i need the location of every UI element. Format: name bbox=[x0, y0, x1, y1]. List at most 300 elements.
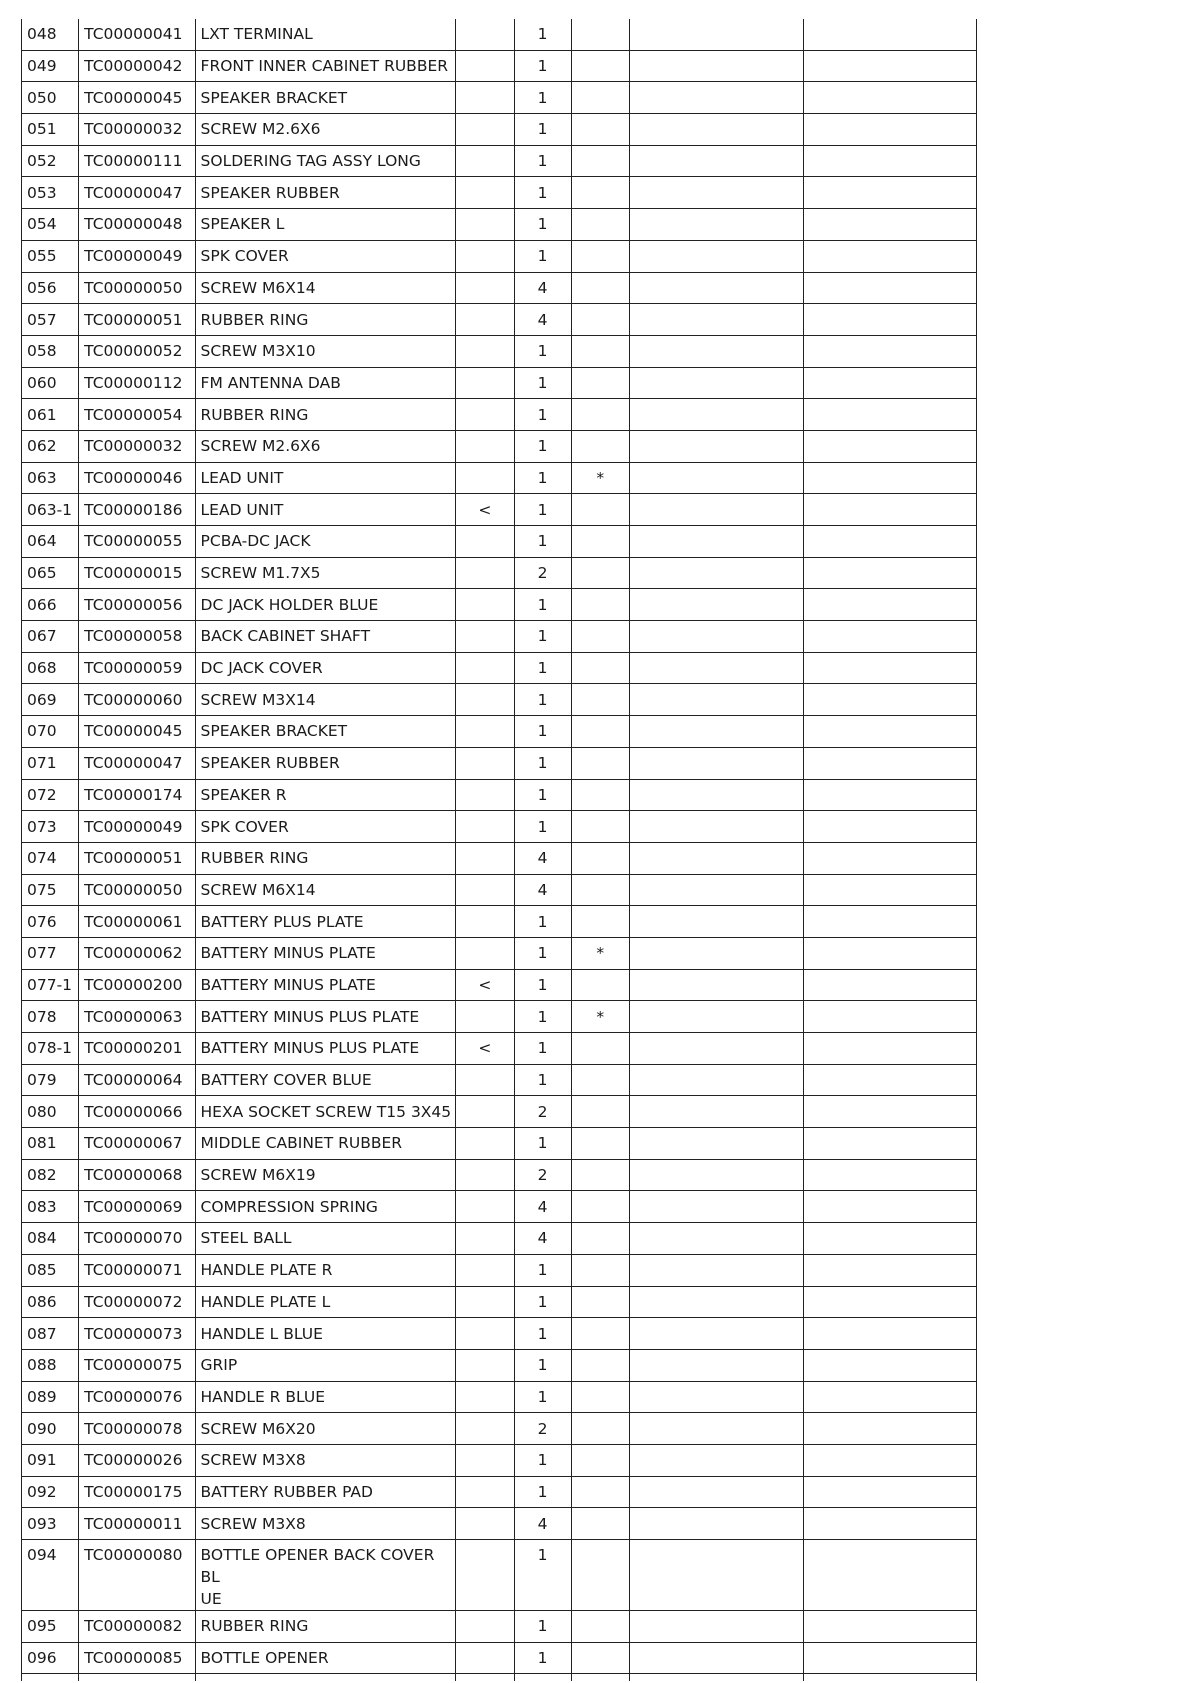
part-code-cell: TC00000112 bbox=[79, 367, 195, 399]
quantity-cell: 1 bbox=[514, 779, 571, 811]
table-row bbox=[22, 494, 977, 526]
item-number-cell: 077 bbox=[22, 937, 79, 969]
change-mark-cell bbox=[456, 1642, 514, 1674]
part-code-cell: TC00000082 bbox=[79, 1611, 195, 1643]
change-mark-cell bbox=[456, 1223, 514, 1255]
item-number-cell: 083 bbox=[22, 1191, 79, 1223]
table-row bbox=[22, 1191, 977, 1223]
quantity-cell: 1 bbox=[514, 1381, 571, 1413]
part-name-cell: SPEAKER RUBBER bbox=[195, 177, 456, 209]
part-code-cell: TC00000049 bbox=[79, 811, 195, 843]
part-name-cell: FRONT INNER CABINET RUBBER bbox=[195, 50, 456, 82]
part-name-cell: SPEAKER R bbox=[195, 779, 456, 811]
empty-cell bbox=[629, 209, 804, 241]
table-row bbox=[22, 114, 977, 146]
part-name-cell: SCREW M6X20 bbox=[195, 1413, 456, 1445]
note-mark-cell bbox=[571, 399, 629, 431]
empty-cell bbox=[629, 50, 804, 82]
part-name-cell: SCREW M6X14 bbox=[195, 272, 456, 304]
note-mark-cell: * bbox=[571, 1001, 629, 1033]
change-mark-cell bbox=[456, 1191, 514, 1223]
quantity-cell: 1 bbox=[514, 462, 571, 494]
note-mark-cell bbox=[571, 716, 629, 748]
part-code-cell: TC00000058 bbox=[79, 621, 195, 653]
part-name-cell: SPEAKER BRACKET bbox=[195, 82, 456, 114]
empty-cell bbox=[804, 1064, 977, 1096]
part-name-cell: SPEAKER BRACKET bbox=[195, 716, 456, 748]
empty-cell bbox=[629, 747, 804, 779]
quantity-cell: 1 bbox=[514, 1033, 571, 1065]
change-mark-cell bbox=[456, 811, 514, 843]
table-row bbox=[22, 1001, 977, 1033]
part-code-cell: TC00000075 bbox=[79, 1349, 195, 1381]
table-row bbox=[22, 399, 977, 431]
item-number-cell: 070 bbox=[22, 716, 79, 748]
part-name-cell: RUBBER RING bbox=[195, 399, 456, 431]
table-row bbox=[22, 50, 977, 82]
part-name-cell: SPEAKER RUBBER bbox=[195, 747, 456, 779]
part-code-cell: TC00000047 bbox=[79, 747, 195, 779]
note-mark-cell bbox=[571, 621, 629, 653]
empty-cell bbox=[629, 367, 804, 399]
note-mark-cell bbox=[571, 1508, 629, 1540]
empty-cell bbox=[804, 874, 977, 906]
table-row bbox=[22, 209, 977, 241]
empty-cell bbox=[804, 906, 977, 938]
empty-cell bbox=[629, 1476, 804, 1508]
change-mark-cell bbox=[456, 652, 514, 684]
change-mark-cell bbox=[456, 779, 514, 811]
note-mark-cell bbox=[571, 335, 629, 367]
empty-cell bbox=[804, 209, 977, 241]
table-row bbox=[22, 1476, 977, 1508]
empty-cell bbox=[804, 462, 977, 494]
item-number-cell: 094 bbox=[22, 1540, 79, 1611]
part-name-cell: BATTERY MINUS PLATE bbox=[195, 937, 456, 969]
note-mark-cell bbox=[571, 906, 629, 938]
empty-cell bbox=[804, 1611, 977, 1643]
change-mark-cell bbox=[456, 272, 514, 304]
quantity-cell: 1 bbox=[514, 1286, 571, 1318]
change-mark-cell bbox=[456, 1540, 514, 1611]
change-mark-cell bbox=[456, 1128, 514, 1160]
part-name-cell: COMPRESSION SPRING bbox=[195, 1191, 456, 1223]
item-number-cell: 058 bbox=[22, 335, 79, 367]
empty-cell bbox=[804, 811, 977, 843]
note-mark-cell bbox=[571, 1064, 629, 1096]
item-number-cell: 078 bbox=[22, 1001, 79, 1033]
part-name-cell: SPEAKER L bbox=[195, 209, 456, 241]
quantity-cell: 1 bbox=[514, 1128, 571, 1160]
item-number-cell: 076 bbox=[22, 906, 79, 938]
item-number-cell: 068 bbox=[22, 652, 79, 684]
item-number-cell: 093 bbox=[22, 1508, 79, 1540]
note-mark-cell bbox=[571, 1159, 629, 1191]
empty-cell bbox=[629, 494, 804, 526]
table-row bbox=[22, 1444, 977, 1476]
part-code-cell: TC00000066 bbox=[79, 1096, 195, 1128]
item-number-cell: 056 bbox=[22, 272, 79, 304]
empty-cell bbox=[804, 1349, 977, 1381]
empty-cell bbox=[804, 1254, 977, 1286]
table-row bbox=[22, 874, 977, 906]
item-number-cell: 064 bbox=[22, 526, 79, 558]
quantity-cell: 1 bbox=[514, 177, 571, 209]
item-number-cell: 052 bbox=[22, 145, 79, 177]
part-code-cell: TC00000174 bbox=[79, 779, 195, 811]
part-name-cell: BOTTLE OPENER BACK COVER BL UE bbox=[195, 1540, 456, 1611]
empty-cell bbox=[804, 842, 977, 874]
note-mark-cell bbox=[571, 1476, 629, 1508]
note-mark-cell bbox=[571, 779, 629, 811]
note-mark-cell bbox=[571, 145, 629, 177]
empty-cell bbox=[804, 1674, 977, 1682]
empty-cell bbox=[629, 1444, 804, 1476]
part-code-cell: TC00000046 bbox=[79, 462, 195, 494]
change-mark-cell: < bbox=[456, 969, 514, 1001]
item-number-cell: 075 bbox=[22, 874, 79, 906]
part-code-cell: TC00000050 bbox=[79, 874, 195, 906]
part-code-cell: TC00000078 bbox=[79, 1413, 195, 1445]
table-row bbox=[22, 779, 977, 811]
change-mark-cell bbox=[456, 906, 514, 938]
note-mark-cell: * bbox=[571, 937, 629, 969]
quantity-cell: 1 bbox=[514, 367, 571, 399]
note-mark-cell bbox=[571, 1286, 629, 1318]
part-code-cell: TC00000032 bbox=[79, 430, 195, 462]
table-row bbox=[22, 177, 977, 209]
table-row bbox=[22, 747, 977, 779]
table-row bbox=[22, 811, 977, 843]
empty-cell bbox=[804, 937, 977, 969]
empty-cell bbox=[629, 1064, 804, 1096]
part-code-cell: TC00000175 bbox=[79, 1476, 195, 1508]
change-mark-cell bbox=[456, 19, 514, 50]
empty-cell bbox=[804, 779, 977, 811]
part-code-cell: TC00000080 bbox=[79, 1540, 195, 1611]
empty-cell bbox=[629, 430, 804, 462]
empty-cell bbox=[629, 652, 804, 684]
part-code-cell: TC00000042 bbox=[79, 50, 195, 82]
part-name-cell: PCBA-DC JACK bbox=[195, 526, 456, 558]
note-mark-cell: * bbox=[571, 462, 629, 494]
part-name-cell: RUBBER RING bbox=[195, 1611, 456, 1643]
quantity-cell: 1 bbox=[514, 114, 571, 146]
part-name-cell: BATTERY PLUS PLATE bbox=[195, 906, 456, 938]
empty-cell bbox=[804, 1033, 977, 1065]
empty-cell bbox=[629, 304, 804, 336]
part-code-cell: TC00000050 bbox=[79, 272, 195, 304]
empty-cell bbox=[629, 1254, 804, 1286]
change-mark-cell bbox=[456, 177, 514, 209]
quantity-cell: 4 bbox=[514, 874, 571, 906]
empty-cell bbox=[804, 19, 977, 50]
note-mark-cell bbox=[571, 684, 629, 716]
item-number-cell: 055 bbox=[22, 240, 79, 272]
table-row bbox=[22, 621, 977, 653]
change-mark-cell bbox=[456, 1349, 514, 1381]
note-mark-cell bbox=[571, 557, 629, 589]
part-name-cell: SCREW M3X8 bbox=[195, 1508, 456, 1540]
part-code-cell: TC00000061 bbox=[79, 906, 195, 938]
empty-cell bbox=[629, 874, 804, 906]
empty-cell bbox=[804, 557, 977, 589]
change-mark-cell bbox=[456, 1444, 514, 1476]
empty-cell bbox=[804, 304, 977, 336]
empty-cell bbox=[629, 177, 804, 209]
empty-cell bbox=[629, 272, 804, 304]
part-name-cell: DC JACK HOLDER BLUE bbox=[195, 589, 456, 621]
part-code-cell: TC00000071 bbox=[79, 1254, 195, 1286]
part-name-cell: SCREW M6X14 bbox=[195, 874, 456, 906]
table-row bbox=[22, 906, 977, 938]
item-number-cell: 061 bbox=[22, 399, 79, 431]
empty-cell bbox=[804, 1540, 977, 1611]
change-mark-cell bbox=[456, 621, 514, 653]
item-number-cell: 082 bbox=[22, 1159, 79, 1191]
change-mark-cell bbox=[456, 367, 514, 399]
quantity-cell: 1 bbox=[514, 716, 571, 748]
quantity-cell: 1 bbox=[514, 145, 571, 177]
empty-cell bbox=[804, 1318, 977, 1350]
table-row bbox=[22, 1318, 977, 1350]
item-number-cell: 091 bbox=[22, 1444, 79, 1476]
change-mark-cell bbox=[456, 399, 514, 431]
change-mark-cell bbox=[456, 1254, 514, 1286]
empty-cell bbox=[804, 1096, 977, 1128]
quantity-cell: 1 bbox=[514, 1318, 571, 1350]
part-name-cell: SCREW M3X8 bbox=[195, 1444, 456, 1476]
quantity-cell: 1 bbox=[514, 652, 571, 684]
empty-cell bbox=[804, 969, 977, 1001]
item-number-cell: 074 bbox=[22, 842, 79, 874]
table-row bbox=[22, 82, 977, 114]
part-name-cell: HANDLE PLATE L bbox=[195, 1286, 456, 1318]
part-code-cell: TC00000056 bbox=[79, 589, 195, 621]
table-row bbox=[22, 557, 977, 589]
part-name-cell: GRIP bbox=[195, 1349, 456, 1381]
change-mark-cell bbox=[456, 557, 514, 589]
empty-cell bbox=[804, 684, 977, 716]
empty-cell bbox=[629, 1642, 804, 1674]
note-mark-cell bbox=[571, 494, 629, 526]
part-code-cell: TC00000073 bbox=[79, 1318, 195, 1350]
empty-cell bbox=[804, 589, 977, 621]
part-code-cell: TC00000026 bbox=[79, 1444, 195, 1476]
empty-cell bbox=[804, 399, 977, 431]
empty-cell bbox=[629, 1349, 804, 1381]
part-code-cell: TC00000200 bbox=[79, 969, 195, 1001]
item-number-cell: 077-1 bbox=[22, 969, 79, 1001]
table-row bbox=[22, 335, 977, 367]
item-number-cell: 092 bbox=[22, 1476, 79, 1508]
change-mark-cell bbox=[456, 430, 514, 462]
part-name-cell: LEAD UNIT bbox=[195, 462, 456, 494]
change-mark-cell bbox=[456, 1413, 514, 1445]
empty-cell bbox=[804, 1476, 977, 1508]
item-number-cell: 081 bbox=[22, 1128, 79, 1160]
quantity-cell: 1 bbox=[514, 1540, 571, 1611]
item-number-cell: 063-1 bbox=[22, 494, 79, 526]
part-code-cell: TC00000059 bbox=[79, 652, 195, 684]
quantity-cell: 1 bbox=[514, 1476, 571, 1508]
empty-cell bbox=[629, 684, 804, 716]
empty-cell bbox=[629, 526, 804, 558]
table-row bbox=[22, 272, 977, 304]
note-mark-cell bbox=[571, 1611, 629, 1643]
quantity-cell: 2 bbox=[514, 557, 571, 589]
part-code-cell: TC00000011 bbox=[79, 1508, 195, 1540]
quantity-cell: 1 bbox=[514, 1444, 571, 1476]
empty-cell bbox=[629, 1413, 804, 1445]
part-name-cell: BATTERY RUBBER PAD bbox=[195, 1476, 456, 1508]
empty-cell bbox=[804, 716, 977, 748]
part-name-cell: HANDLE R BLUE bbox=[195, 1381, 456, 1413]
empty-cell bbox=[804, 145, 977, 177]
empty-cell bbox=[629, 335, 804, 367]
item-number-cell: 085 bbox=[22, 1254, 79, 1286]
quantity-cell: 1 bbox=[514, 240, 571, 272]
quantity-cell: 4 bbox=[514, 1508, 571, 1540]
empty-cell bbox=[804, 526, 977, 558]
empty-cell bbox=[629, 811, 804, 843]
note-mark-cell bbox=[571, 209, 629, 241]
part-code-cell: TC00000085 bbox=[79, 1642, 195, 1674]
quantity-cell: 4 bbox=[514, 1191, 571, 1223]
table-row bbox=[22, 1642, 977, 1674]
note-mark-cell bbox=[571, 50, 629, 82]
part-name-cell: FM ANTENNA DAB bbox=[195, 367, 456, 399]
empty-cell bbox=[629, 1381, 804, 1413]
empty-cell bbox=[804, 747, 977, 779]
change-mark-cell bbox=[456, 1001, 514, 1033]
part-name-cell: DC JACK COVER bbox=[195, 652, 456, 684]
table-row bbox=[22, 652, 977, 684]
part-name-cell: SCREW M3X10 bbox=[195, 335, 456, 367]
item-number-cell: 066 bbox=[22, 589, 79, 621]
item-number-cell: 060 bbox=[22, 367, 79, 399]
change-mark-cell bbox=[456, 937, 514, 969]
empty-cell bbox=[804, 430, 977, 462]
quantity-cell: 1 bbox=[514, 1064, 571, 1096]
change-mark-cell bbox=[456, 1508, 514, 1540]
note-mark-cell bbox=[571, 811, 629, 843]
part-code-cell: TC00000064 bbox=[79, 1064, 195, 1096]
note-mark-cell bbox=[571, 1033, 629, 1065]
note-mark-cell bbox=[571, 367, 629, 399]
note-mark-cell bbox=[571, 114, 629, 146]
empty-cell bbox=[629, 1318, 804, 1350]
table-row bbox=[22, 240, 977, 272]
empty-cell bbox=[804, 114, 977, 146]
quantity-cell: 1 bbox=[514, 494, 571, 526]
part-name-cell: BATTERY MINUS PLUS PLATE bbox=[195, 1001, 456, 1033]
empty-cell bbox=[629, 589, 804, 621]
note-mark-cell bbox=[571, 272, 629, 304]
part-name-cell: SCREW M6X19 bbox=[195, 1159, 456, 1191]
change-mark-cell bbox=[456, 1611, 514, 1643]
parts-list-body bbox=[22, 19, 977, 1681]
change-mark-cell bbox=[456, 842, 514, 874]
part-code-cell: TC00000063 bbox=[79, 1001, 195, 1033]
item-number-cell: 051 bbox=[22, 114, 79, 146]
table-row bbox=[22, 1381, 977, 1413]
empty-cell bbox=[514, 1674, 571, 1682]
part-name-cell: STEEL BALL bbox=[195, 1223, 456, 1255]
note-mark-cell bbox=[571, 1444, 629, 1476]
part-code-cell: TC00000015 bbox=[79, 557, 195, 589]
note-mark-cell bbox=[571, 652, 629, 684]
note-mark-cell bbox=[571, 19, 629, 50]
empty-cell bbox=[629, 145, 804, 177]
change-mark-cell bbox=[456, 114, 514, 146]
empty-cell bbox=[629, 399, 804, 431]
note-mark-cell bbox=[571, 304, 629, 336]
part-code-cell: TC00000048 bbox=[79, 209, 195, 241]
item-number-cell: 088 bbox=[22, 1349, 79, 1381]
empty-cell bbox=[629, 557, 804, 589]
empty-cell bbox=[629, 114, 804, 146]
item-number-cell: 090 bbox=[22, 1413, 79, 1445]
item-number-cell: 084 bbox=[22, 1223, 79, 1255]
part-code-cell: TC00000062 bbox=[79, 937, 195, 969]
empty-cell bbox=[804, 1444, 977, 1476]
note-mark-cell bbox=[571, 430, 629, 462]
part-code-cell: TC00000072 bbox=[79, 1286, 195, 1318]
part-code-cell: TC00000047 bbox=[79, 177, 195, 209]
table-row bbox=[22, 589, 977, 621]
empty-cell bbox=[804, 82, 977, 114]
item-number-cell: 054 bbox=[22, 209, 79, 241]
part-code-cell: TC00000067 bbox=[79, 1128, 195, 1160]
quantity-cell: 1 bbox=[514, 969, 571, 1001]
empty-cell bbox=[804, 240, 977, 272]
part-name-cell: LXT TERMINAL bbox=[195, 19, 456, 50]
table-row bbox=[22, 1096, 977, 1128]
item-number-cell: 089 bbox=[22, 1381, 79, 1413]
empty-cell bbox=[629, 1286, 804, 1318]
item-number-cell: 086 bbox=[22, 1286, 79, 1318]
table-row bbox=[22, 716, 977, 748]
change-mark-cell bbox=[456, 874, 514, 906]
part-code-cell: TC00000045 bbox=[79, 82, 195, 114]
item-number-cell: 095 bbox=[22, 1611, 79, 1643]
empty-cell bbox=[629, 842, 804, 874]
quantity-cell: 4 bbox=[514, 842, 571, 874]
change-mark-cell bbox=[456, 1381, 514, 1413]
change-mark-cell bbox=[456, 747, 514, 779]
item-number-cell: 080 bbox=[22, 1096, 79, 1128]
empty-cell bbox=[804, 335, 977, 367]
note-mark-cell bbox=[571, 1128, 629, 1160]
quantity-cell: 1 bbox=[514, 430, 571, 462]
quantity-cell: 1 bbox=[514, 906, 571, 938]
change-mark-cell bbox=[456, 1318, 514, 1350]
empty-cell bbox=[629, 1128, 804, 1160]
part-name-cell: BATTERY MINUS PLATE bbox=[195, 969, 456, 1001]
part-name-cell: BOTTLE OPENER bbox=[195, 1642, 456, 1674]
table-row bbox=[22, 969, 977, 1001]
table-row bbox=[22, 462, 977, 494]
item-number-cell: 053 bbox=[22, 177, 79, 209]
empty-cell bbox=[804, 494, 977, 526]
change-mark-cell bbox=[456, 304, 514, 336]
item-number-cell: 078-1 bbox=[22, 1033, 79, 1065]
part-code-cell: TC00000041 bbox=[79, 19, 195, 50]
change-mark-cell bbox=[456, 209, 514, 241]
empty-cell bbox=[629, 969, 804, 1001]
part-code-cell: TC00000051 bbox=[79, 304, 195, 336]
